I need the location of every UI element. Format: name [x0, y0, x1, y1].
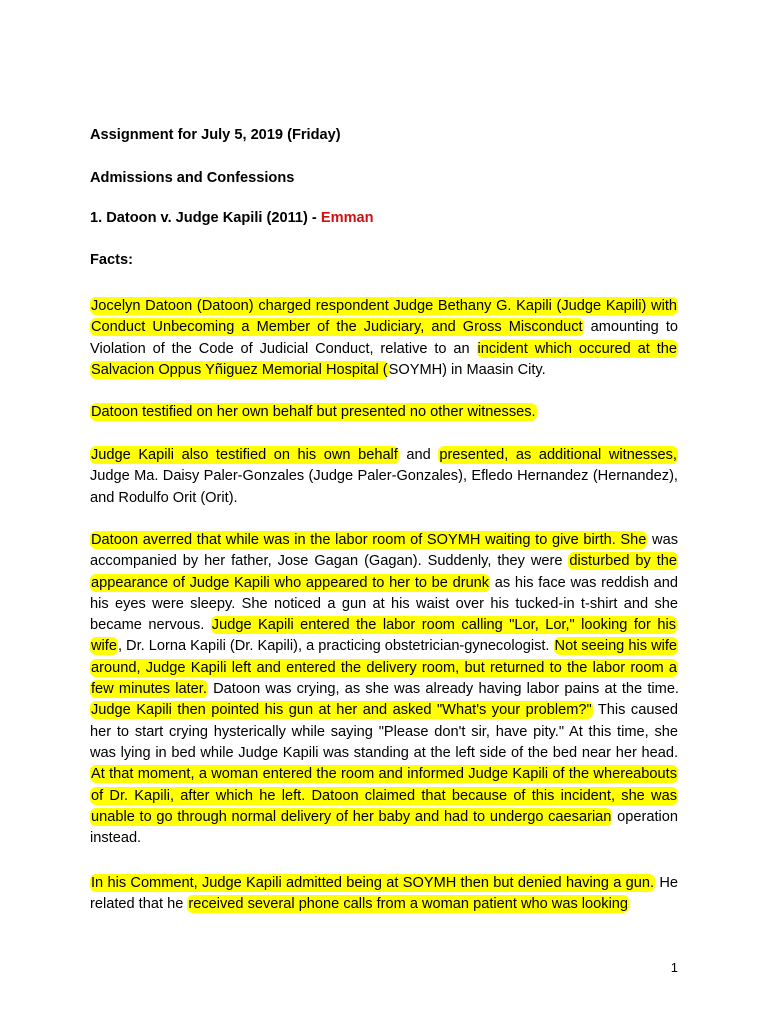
- highlighted-text: Judge Kapili entered the labor room calling "Lor, Lor," looking for his wife: [91, 617, 676, 655]
- case-title: 1. Datoon v. Judge Kapili (2011) -: [90, 210, 321, 226]
- page-number: 1: [670, 960, 678, 975]
- highlighted-text: At that moment, a woman entered the room and informed Judge Kapili of the whereabouts of Dr. Kapili, after which he left. Datoon claimed that because of this incident, she was unable to go through normal delivery of her baby and had to undergo caesarian: [91, 766, 677, 825]
- highlighted-text: Judge Kapili then pointed his gun at her and asked "What's your problem?": [91, 702, 592, 719]
- body-text: He related that he: [90, 875, 678, 913]
- paragraph-comment: [90, 873, 678, 916]
- paragraph-datoon-testimony: [90, 402, 678, 423]
- highlighted-text: Judge Kapili also testified on his own behalf: [91, 447, 398, 463]
- body-text: and: [398, 447, 439, 463]
- body-text: Judge Ma. Daisy Paler-Gonzales (Judge Paler-Gonzales), Efledo Hernandez (Hernandez), and Rodulfo Orit (Orit).: [90, 468, 678, 506]
- body-text: SOYMH) in Maasin City.: [388, 361, 546, 378]
- highlighted-text: In his Comment, Judge Kapili admitted being at SOYMH then but denied having a gun.: [91, 875, 655, 891]
- body-text: , Dr. Lorna Kapili (Dr. Kapili), a practicing obstetrician-gynecologist.: [117, 638, 554, 655]
- paragraph-incident-account: [90, 530, 678, 849]
- highlighted-text: presented, as additional witnesses,: [439, 447, 677, 463]
- highlighted-text: Jocelyn Datoon (Datoon) charged respondent Judge Bethany G. Kapili (Judge Kapili) with Conduct Unbecoming a Member of the Judiciary, and Gross Misconduct: [91, 298, 677, 336]
- highlighted-text: received several phone calls from a woman patient who was looking: [188, 896, 629, 913]
- paragraph-kapili-testimony: [90, 445, 678, 509]
- body-text: as his face was reddish and his eyes were sleepy. She noticed a gun at his waist over his tucked-in t-shirt and she became nervous.: [90, 574, 678, 634]
- body-text: operation instead.: [90, 808, 678, 847]
- case-heading: [90, 208, 374, 228]
- topic-heading: Admissions and Confessions: [90, 170, 295, 186]
- case-author: Emman: [320, 210, 374, 226]
- highlighted-text: Not seeing his wife around, Judge Kapili left and entered the delivery room, but returned to the labor room a few minutes later.: [91, 638, 678, 698]
- facts-heading: Facts:: [90, 252, 133, 268]
- highlighted-text: disturbed by the appearance of Judge Kapili who appeared to her to be drunk: [91, 553, 677, 591]
- body-text: was accompanied by her father, Jose Gagan (Gagan). Suddenly, they were: [90, 532, 678, 570]
- highlighted-text: incident which occured at the Salvacion Oppus Yñiguez Memorial Hospital (: [91, 340, 678, 378]
- highlighted-text: Datoon averred that while was in the labor room of SOYMH waiting to give birth. She: [91, 532, 647, 548]
- body-text: This caused her to start crying hysterically while saying "Please don't sir, have pity." At this time, she was lying in bed while Judge Kapili was standing at the left side of the bed near her head.: [90, 702, 678, 761]
- body-text: Datoon was crying, as she was already having labor pains at the time.: [207, 681, 679, 698]
- paragraph-charge: [90, 296, 678, 381]
- highlighted-text: Datoon testified on her own behalf but presented no other witnesses.: [91, 404, 536, 420]
- body-text: amounting to Violation of the Code of Judicial Conduct, relative to an: [90, 319, 679, 357]
- assignment-heading: Assignment for July 5, 2019 (Friday): [90, 127, 341, 143]
